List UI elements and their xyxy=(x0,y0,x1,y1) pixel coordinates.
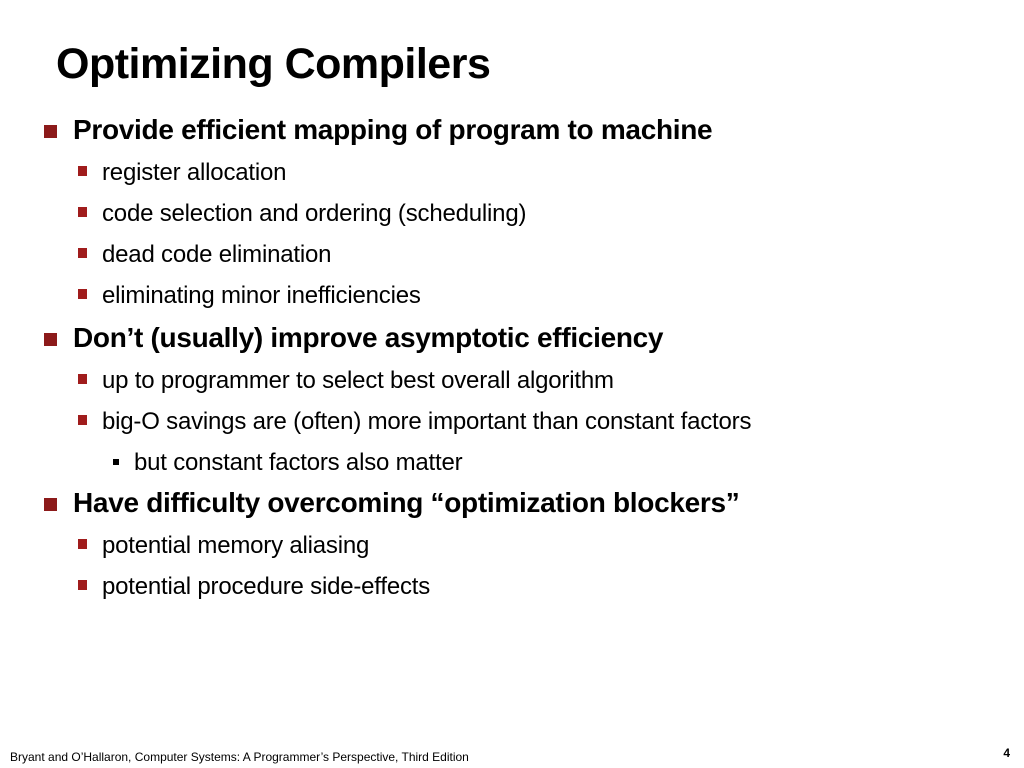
square-bullet-icon xyxy=(78,166,87,176)
bullet-text: but constant factors also matter xyxy=(134,449,463,476)
bullet-text: code selection and ordering (scheduling) xyxy=(102,200,527,227)
bullet-level2 xyxy=(0,568,1024,609)
bullet-level2 xyxy=(0,195,1024,236)
slide-content xyxy=(0,110,1024,609)
bullet-text: Don’t (usually) improve asymptotic efficiency xyxy=(73,322,664,353)
bullet-text: register allocation xyxy=(102,159,287,186)
bullet-level2 xyxy=(0,527,1024,568)
bullet-level2 xyxy=(0,362,1024,403)
square-bullet-icon xyxy=(78,539,87,549)
square-bullet-icon xyxy=(78,415,87,425)
bullet-text: big-O savings are (often) more important than constant factors xyxy=(102,408,752,435)
bullet-text: potential procedure side-effects xyxy=(102,573,431,600)
bullet-text: eliminating minor inefficiencies xyxy=(102,282,421,309)
square-bullet-icon xyxy=(44,125,57,138)
bullet-level2 xyxy=(0,403,1024,444)
bullet-level2 xyxy=(0,154,1024,195)
square-bullet-icon xyxy=(78,289,87,299)
bullet-text: dead code elimination xyxy=(102,241,332,268)
bullet-text: potential memory aliasing xyxy=(102,532,370,559)
page-number: 4 xyxy=(1003,746,1010,760)
bullet-level2 xyxy=(0,277,1024,318)
square-bullet-icon xyxy=(78,248,87,258)
bullet-text: Provide efficient mapping of program to machine xyxy=(73,114,713,145)
square-bullet-icon xyxy=(78,374,87,384)
square-bullet-icon xyxy=(44,333,57,346)
square-bullet-icon xyxy=(113,459,119,465)
bullet-level2 xyxy=(0,236,1024,277)
slide-title: Optimizing Compilers xyxy=(56,40,491,88)
slide-footer: Bryant and O’Hallaron, Computer Systems: A Programmer’s Perspective, Third Edition xyxy=(10,750,469,764)
square-bullet-icon xyxy=(78,207,87,217)
bullet-level1 xyxy=(0,110,1024,154)
square-bullet-icon xyxy=(78,580,87,590)
square-bullet-icon xyxy=(44,498,57,511)
bullet-text: up to programmer to select best overall algorithm xyxy=(102,367,614,394)
bullet-text: Have difficulty overcoming “optimization blockers” xyxy=(73,487,740,518)
bullet-level3 xyxy=(0,444,1024,483)
bullet-level1 xyxy=(0,318,1024,362)
bullet-level1 xyxy=(0,483,1024,527)
